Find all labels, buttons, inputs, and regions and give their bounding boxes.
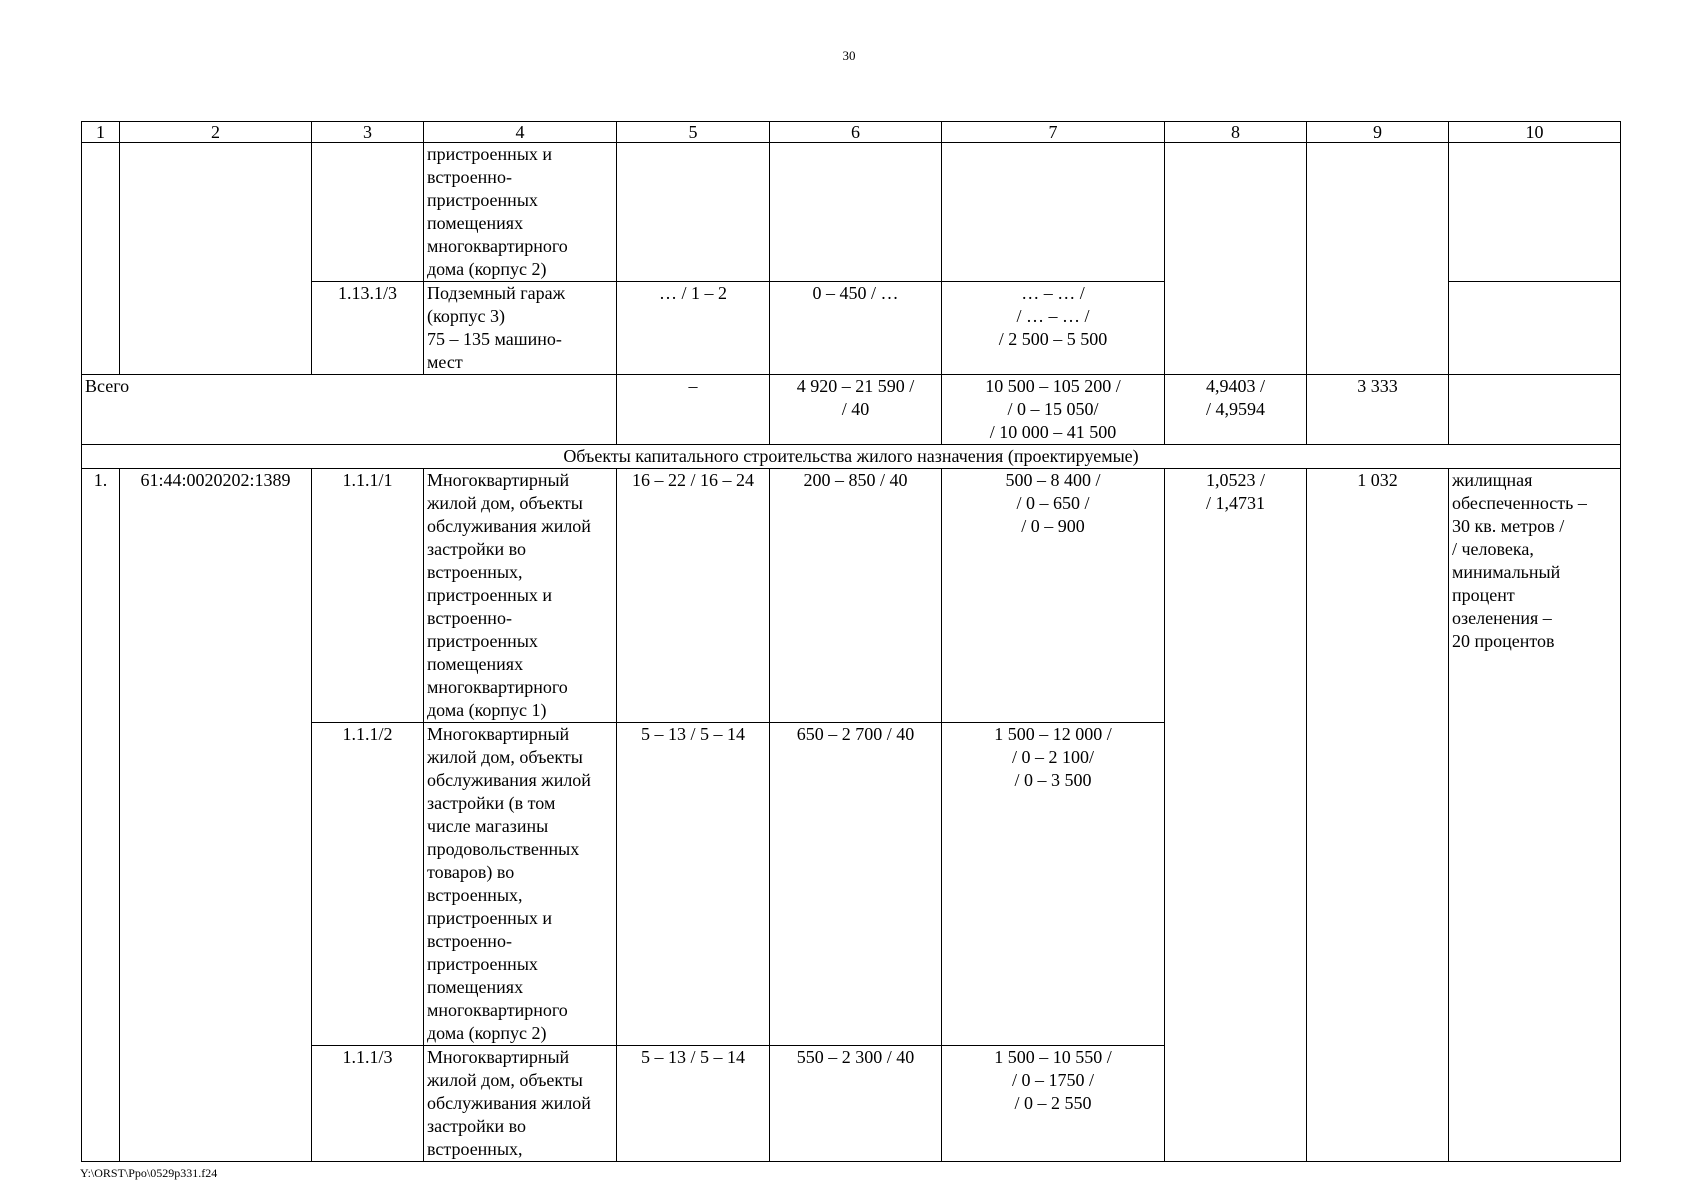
header-cell: 10 (1449, 122, 1621, 143)
header-cell: 5 (617, 122, 770, 143)
total-area: 4 920 – 21 590 / / 40 (770, 375, 942, 445)
total-label: Всего (82, 375, 617, 445)
residents-cell: 1 032 (1307, 469, 1449, 1162)
header-cell: 3 (312, 122, 424, 143)
floors-cell: 5 – 13 / 5 – 14 (617, 723, 770, 1046)
table-cell (1165, 143, 1307, 375)
object-description: пристроенных и встроенно- пристроенных помещениях многоквартирного дома (корпус 2) (424, 143, 617, 282)
floors-cell: 16 – 22 / 16 – 24 (617, 469, 770, 723)
total-residents: 3 333 (1307, 375, 1449, 445)
table-cell (1307, 143, 1449, 375)
object-description: Подземный гараж (корпус 3) 75 – 135 машино- мест (424, 282, 617, 375)
header-row (82, 122, 1621, 143)
area-cell: 550 – 2 300 / 40 (770, 1046, 942, 1162)
header-cell: 4 (424, 122, 617, 143)
table-cell (1449, 375, 1621, 445)
table-cell (82, 143, 120, 375)
area-cell: 200 – 850 / 40 (770, 469, 942, 723)
table-cell (120, 143, 312, 375)
header-cell: 7 (942, 122, 1165, 143)
data-table (81, 121, 1621, 1162)
object-code: 1.13.1/3 (312, 282, 424, 375)
land-area-cell: 1,0523 / / 1,4731 (1165, 469, 1307, 1162)
notes-cell: жилищная обеспеченность – 30 кв. метров / / человека, минимальный процент озеленения – 20 процентов (1449, 469, 1621, 1162)
header-cell: 6 (770, 122, 942, 143)
section-title: Объекты капитального строительства жилого назначения (проектируемые) (82, 445, 1621, 469)
total-area-cell: … – … / / … – … / / 2 500 – 5 500 (942, 282, 1165, 375)
table-cell (312, 143, 424, 282)
table-cell (617, 143, 770, 282)
row-number: 1. (82, 469, 120, 1162)
floors-cell: 5 – 13 / 5 – 14 (617, 1046, 770, 1162)
area-cell: 0 – 450 / … (770, 282, 942, 375)
header-cell: 1 (82, 122, 120, 143)
section-row (82, 445, 1621, 469)
object-description: Многоквартирный жилой дом, объекты обслуживания жилой застройки во встроенных, (424, 1046, 617, 1162)
total-total-area: 10 500 – 105 200 / / 0 – 15 050/ / 10 000 – 41 500 (942, 375, 1165, 445)
object-code: 1.1.1/3 (312, 1046, 424, 1162)
total-area-cell: 500 – 8 400 / / 0 – 650 / / 0 – 900 (942, 469, 1165, 723)
table-cell (1449, 143, 1621, 282)
total-row (82, 375, 1621, 445)
table-cell (1449, 282, 1621, 375)
area-cell: 650 – 2 700 / 40 (770, 723, 942, 1046)
total-area-cell: 1 500 – 12 000 / / 0 – 2 100/ / 0 – 3 500 (942, 723, 1165, 1046)
header-cell: 9 (1307, 122, 1449, 143)
cadastral-number: 61:44:0020202:1389 (120, 469, 312, 1162)
header-cell: 2 (120, 122, 312, 143)
file-path-footer: Y:\ORST\Ppo\0529p331.f24 (80, 1166, 218, 1180)
table-cell (942, 143, 1165, 282)
total-land-area: 4,9403 / / 4,9594 (1165, 375, 1307, 445)
table-row (82, 469, 1621, 723)
total-area-cell: 1 500 – 10 550 / / 0 – 1750 / / 0 – 2 550 (942, 1046, 1165, 1162)
object-code: 1.1.1/2 (312, 723, 424, 1046)
object-description: Многоквартирный жилой дом, объекты обслуживания жилой застройки (в том числе магазины продовольственных товаров) во встроенных, пристроенных и встроенно- пристроенных помещениях многоквартирного дома (корпус 2) (424, 723, 617, 1046)
page-number: 30 (842, 48, 856, 63)
object-code: 1.1.1/1 (312, 469, 424, 723)
object-description: Многоквартирный жилой дом, объекты обслуживания жилой застройки во встроенных, пристроенных и встроенно- пристроенных помещениях многоквартирного дома (корпус 1) (424, 469, 617, 723)
total-floors: – (617, 375, 770, 445)
header-cell: 8 (1165, 122, 1307, 143)
table-cell (770, 143, 942, 282)
floors-cell: … / 1 – 2 (617, 282, 770, 375)
table-row (82, 143, 1621, 282)
